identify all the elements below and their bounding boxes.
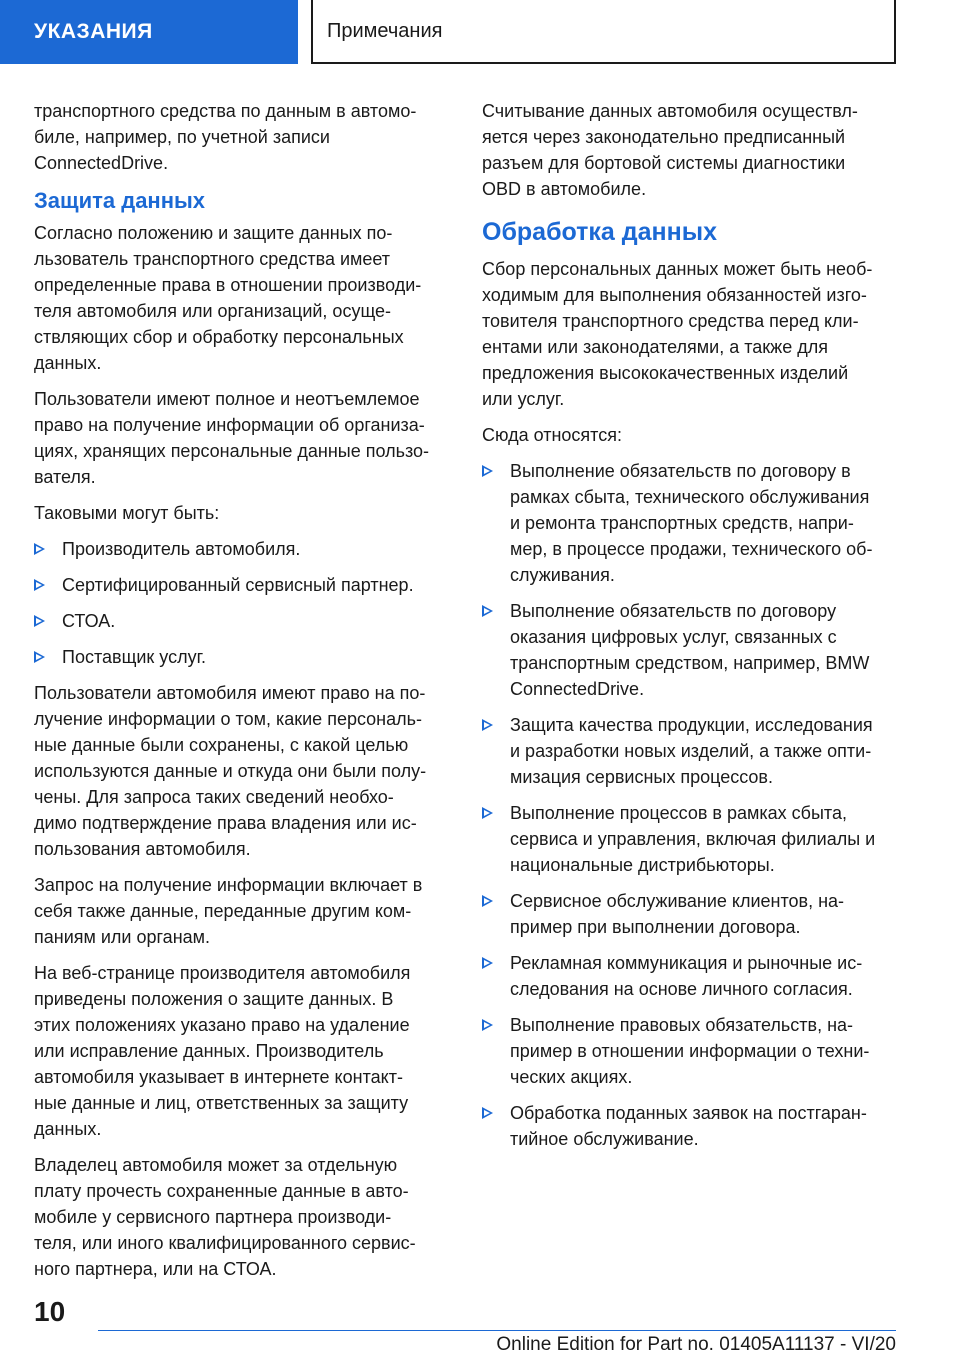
list-item: Выполнение обязательств по договору оказания цифровых услуг, связанных с транспортным средством, например, BMW ConnectedDrive. <box>482 598 896 702</box>
page-number: 10 <box>34 1296 66 1327</box>
list-item: Поставщик услуг. <box>34 644 448 670</box>
footer-edition: Online Edition for Part no. 01405A11137 - VI/20 <box>496 1334 896 1355</box>
triangle-bullet-icon <box>34 615 45 627</box>
heading-data-processing: Обработка данных <box>482 218 717 246</box>
chapter-title: УКАЗАНИЯ <box>34 20 153 43</box>
list-item: Рекламная коммуникация и рыночные ис- следования на основе личного согласия. <box>482 950 896 1002</box>
triangle-bullet-icon <box>482 465 493 477</box>
paragraph-info-request: Пользователи автомобиля имеют право на по- лучение информации о том, какие персональ- ные данные были сохранены, с какой целью используются данные и откуда они были полу- чены. Для запроса таких сведений необхо- димо подтверждение права владения или ис- пользования автомобиля. <box>34 683 427 859</box>
list-item: СТОА. <box>34 608 448 634</box>
list-item: Обработка поданных заявок на постгаран- тийное обслуживание. <box>482 1100 896 1152</box>
paragraph-info-right: Пользователи имеют полное и неотъемлемое право на получение информации об организа- циях, хранящих персональные данные пользо- вателя. <box>34 389 430 487</box>
paragraph-website-policy: На веб-странице производителя автомобиля приведены положения о защите данных. В этих положениях указано право на удаление или исправление данных. Производитель автомобиля указывает в интернете контакт- ные данные и лиц, ответственных за защиту данных. <box>34 963 411 1139</box>
triangle-bullet-icon <box>482 605 493 617</box>
list-item: Защита качества продукции, исследования и разработки новых изделий, а также опти- мизация сервисных процессов. <box>482 712 896 790</box>
paragraph-collection-purpose: Сбор персональных данных может быть необ- ходимым для выполнения обязанностей изго- товителя транспортного средства перед кли- ентами или законодателями, а также для предложения высококачественных изделий или услуг. <box>482 259 873 409</box>
list-item: Выполнение правовых обязательств, на- пример в отношении информации о техни- ческих акциях. <box>482 1012 896 1090</box>
list-item: Производитель автомобиля. <box>34 536 448 562</box>
list-organizations <box>34 536 448 670</box>
paragraph-obd-reading: Считывание данных автомобиля осуществл- яется через законодательно предписанный разъем для бортовой системы диагностики OBD в автомобиле. <box>482 101 858 199</box>
paragraph-such-may-be: Таковыми могут быть: <box>34 503 220 523</box>
paragraph-includes: Сюда относятся: <box>482 425 622 445</box>
chapter-tab[interactable] <box>0 0 298 64</box>
paragraph-intro-continued: транспортного средства по данным в автомо- биле, например, по учетной записи ConnectedDrive. <box>34 101 417 173</box>
triangle-bullet-icon <box>34 651 45 663</box>
triangle-bullet-icon <box>34 543 45 555</box>
triangle-bullet-icon <box>482 957 493 969</box>
list-item: Сервисное обслуживание клиентов, на- пример при выполнении договора. <box>482 888 896 940</box>
right-column <box>482 98 896 1162</box>
list-item: Выполнение обязательств по договору в рамках сбыта, технического обслуживания и ремонта транспортных средств, напри- мер, в процессе продажи, технического об- служивания. <box>482 458 896 588</box>
triangle-bullet-icon <box>34 579 45 591</box>
list-processing-purposes <box>482 458 896 1152</box>
section-title: Примечания <box>327 19 443 42</box>
footer-divider <box>98 1330 896 1331</box>
triangle-bullet-icon <box>482 895 493 907</box>
triangle-bullet-icon <box>482 1019 493 1031</box>
left-column <box>34 98 448 1292</box>
triangle-bullet-icon <box>482 807 493 819</box>
triangle-bullet-icon <box>482 719 493 731</box>
section-header <box>311 0 896 64</box>
paragraph-owner-read-data: Владелец автомобиля может за отдельную плату прочесть сохраненные данные в авто- мобиле у сервисного партнера производи- теля, или иного квалифицированного сервис- ного партнера, или на СТОА. <box>34 1155 416 1279</box>
list-item: Сертифицированный сервисный партнер. <box>34 572 448 598</box>
list-item: Выполнение процессов в рамках сбыта, сервиса и управления, включая филиалы и национальные дистрибьюторы. <box>482 800 896 878</box>
paragraph-request-includes: Запрос на получение информации включает в себя также данные, переданные другим ком- паниям или органам. <box>34 875 423 947</box>
paragraph-user-rights: Согласно положению и защите данных по- льзователь транспортного средства имеет определенные права в отношении производи- теля автомобиля или организаций, осуще- ствляющих сбор и обработку персональных данных. <box>34 223 422 373</box>
heading-data-protection: Защита данных <box>34 188 206 213</box>
triangle-bullet-icon <box>482 1107 493 1119</box>
